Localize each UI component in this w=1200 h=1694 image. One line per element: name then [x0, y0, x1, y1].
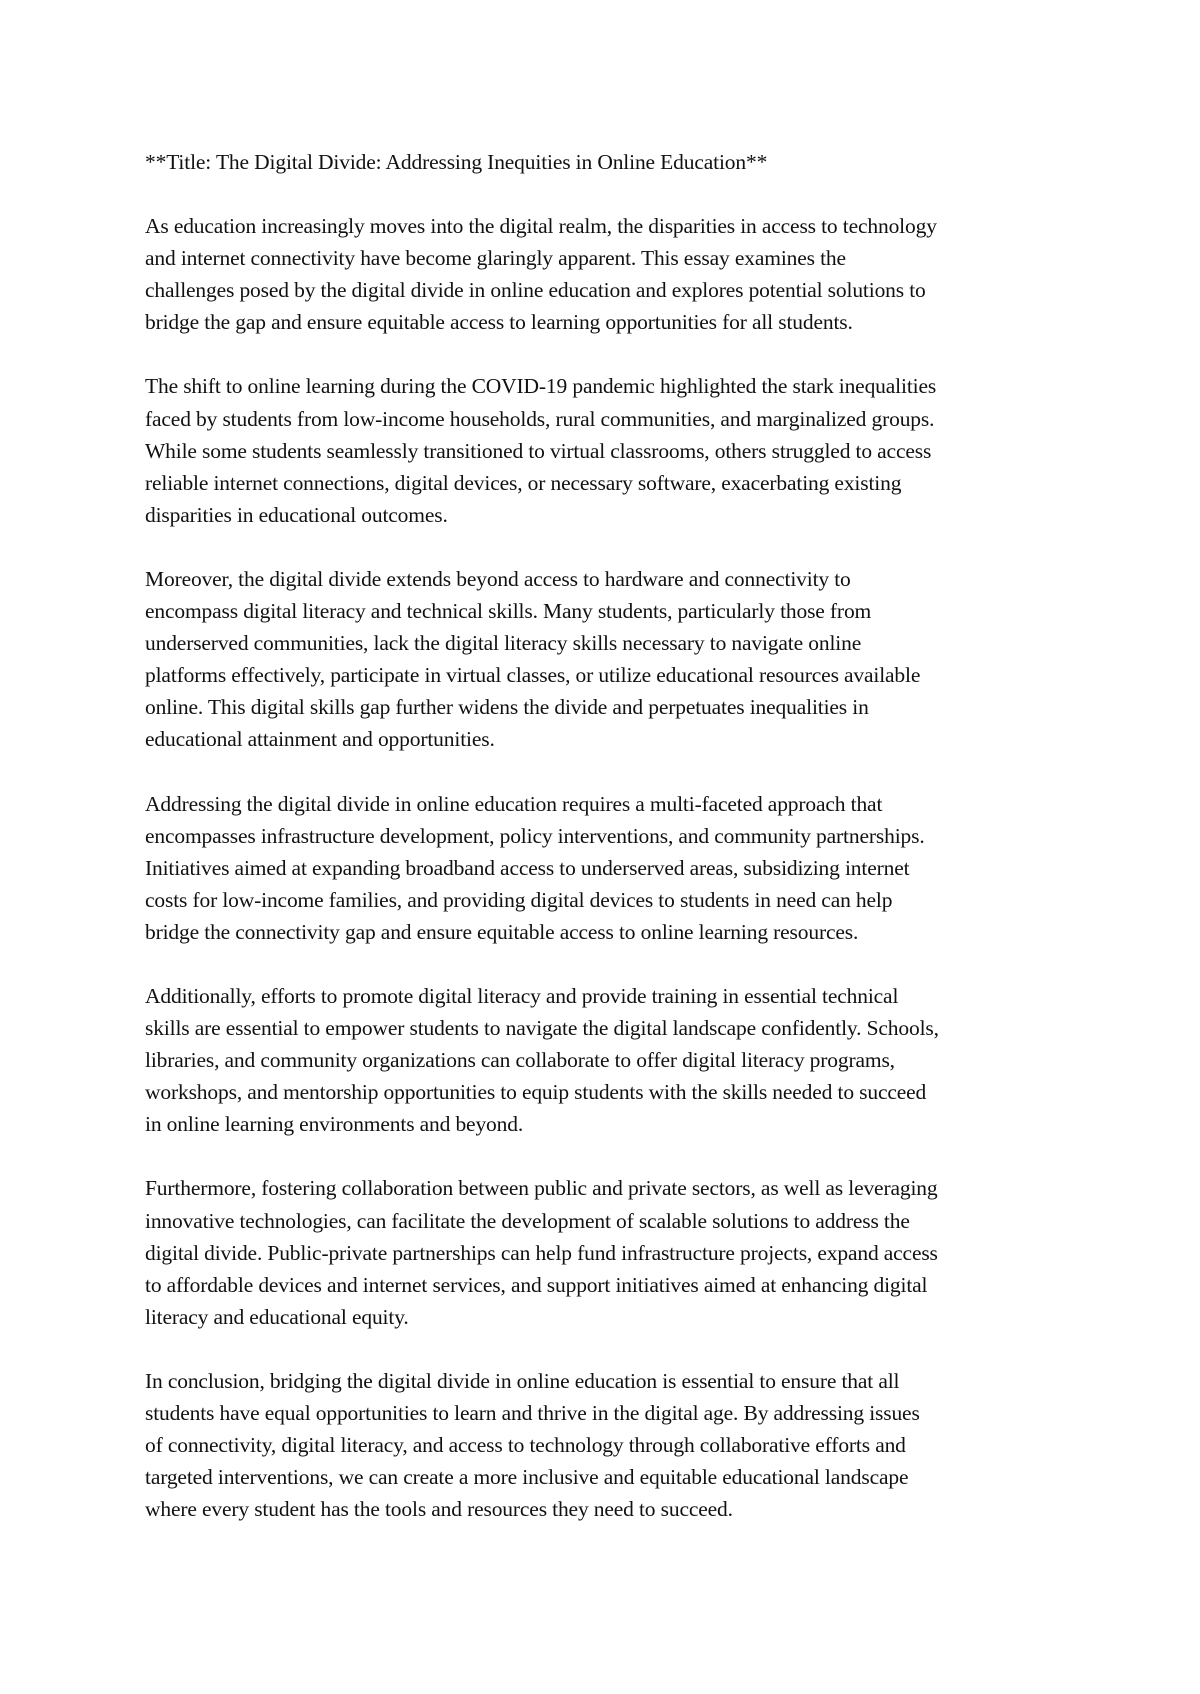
paragraph: [145, 563, 1075, 756]
paragraph-line: platforms effectively, participate in virtual classes, or utilize educational resources available: [145, 663, 921, 688]
paragraph: [145, 370, 1075, 530]
paragraph-line: costs for low-income families, and providing digital devices to students in need can help: [145, 887, 893, 912]
paragraph-line: reliable internet connections, digital devices, or necessary software, exacerbating existing: [145, 470, 902, 495]
paragraph-list: [145, 210, 1075, 1525]
paragraph-line: to affordable devices and internet services, and support initiatives aimed at enhancing digital: [145, 1272, 928, 1297]
paragraph-line: workshops, and mentorship opportunities to equip students with the skills needed to succeed: [145, 1080, 927, 1105]
paragraph-line: and internet connectivity have become glaringly apparent. This essay examines the: [145, 246, 846, 271]
paragraph-line: literacy and educational equity.: [145, 1304, 409, 1329]
paragraph-line: digital divide. Public-private partnerships can help fund infrastructure projects, expand access: [145, 1240, 938, 1265]
paragraph-line: Addressing the digital divide in online education requires a multi-faceted approach that: [145, 791, 883, 816]
paragraph-line: Moreover, the digital divide extends beyond access to hardware and connectivity to: [145, 566, 851, 591]
paragraph-line: underserved communities, lack the digital literacy skills necessary to navigate online: [145, 631, 862, 656]
paragraph-line: bridge the gap and ensure equitable access to learning opportunities for all students.: [145, 310, 853, 335]
paragraph: [145, 1365, 1075, 1525]
paragraph-line: targeted interventions, we can create a more inclusive and equitable educational landscape: [145, 1465, 909, 1490]
paragraph-line: libraries, and community organizations can collaborate to offer digital literacy programs,: [145, 1048, 895, 1073]
paragraph: [145, 980, 1075, 1140]
paragraph: [145, 1172, 1075, 1332]
paragraph-line: As education increasingly moves into the digital realm, the disparities in access to technology: [145, 214, 937, 239]
paragraph-line: in online learning environments and beyond.: [145, 1112, 524, 1137]
paragraph-line: While some students seamlessly transitioned to virtual classrooms, others struggled to access: [145, 438, 932, 463]
paragraph-line: students have equal opportunities to learn and thrive in the digital age. By addressing issues: [145, 1401, 920, 1425]
paragraph-line: Furthermore, fostering collaboration between public and private sectors, as well as leveraging: [145, 1176, 938, 1201]
document-body: [145, 146, 1075, 1557]
paragraph-line: online. This digital skills gap further widens the divide and perpetuates inequalities in: [145, 695, 869, 720]
paragraph-line: In conclusion, bridging the digital divide in online education is essential to ensure that all: [145, 1368, 900, 1393]
paragraph-line: faced by students from low-income households, rural communities, and marginalized groups.: [145, 406, 935, 431]
paragraph-line: of connectivity, digital literacy, and access to technology through collaborative efforts and: [145, 1433, 906, 1458]
paragraph-line: Additionally, efforts to promote digital literacy and provide training in essential technical: [145, 983, 899, 1008]
paragraph: [145, 788, 1075, 948]
paragraph-line: educational attainment and opportunities.: [145, 727, 495, 752]
paragraph-line: bridge the connectivity gap and ensure equitable access to online learning resources.: [145, 919, 859, 944]
paragraph-line: where every student has the tools and resources they need to succeed.: [145, 1497, 733, 1522]
paragraph-line: innovative technologies, can facilitate the development of scalable solutions to address the: [145, 1208, 910, 1233]
paragraph-line: challenges posed by the digital divide in online education and explores potential solutions to: [145, 278, 926, 303]
document-title: **Title: The Digital Divide: Addressing Inequities in Online Education**: [145, 150, 768, 174]
paragraph-line: skills are essential to empower students to navigate the digital landscape confidently. Schools,: [145, 1016, 939, 1041]
paragraph-line: encompass digital literacy and technical skills. Many students, particularly those from: [145, 599, 872, 624]
paragraph-line: disparities in educational outcomes.: [145, 502, 448, 527]
paragraph-line: Initiatives aimed at expanding broadband access to underserved areas, subsidizing internet: [145, 855, 910, 880]
paragraph: [145, 210, 1075, 338]
paragraph-line: The shift to online learning during the COVID-19 pandemic highlighted the stark inequalities: [145, 374, 937, 399]
paragraph-line: encompasses infrastructure development, policy interventions, and community partnerships.: [145, 823, 925, 848]
